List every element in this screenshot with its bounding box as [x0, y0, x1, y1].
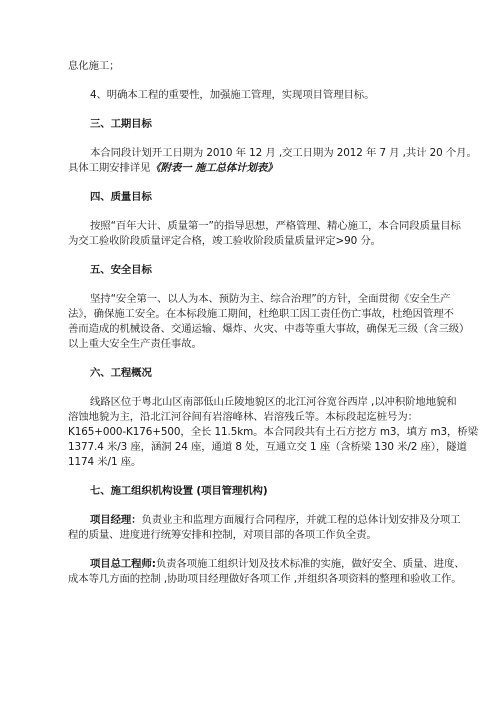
section-heading-organization: 七、施工组织机构设置 (项目管理机构) [90, 485, 268, 497]
text-span: 具体工期安排详见 [68, 162, 151, 174]
section-heading-quality: 四、质量目标 [90, 191, 152, 203]
appendix-reference: 《附表一 施工总体计划表》 [150, 162, 278, 174]
text-span: 负责各项施工组织计划及技术标准的实施，做好安全、质量、进度、 [155, 558, 465, 570]
section-heading-schedule: 三、工期目标 [90, 118, 152, 130]
text-line: 息化施工； [68, 60, 120, 72]
text-line: 溶蚀地貌为主，沿北江河谷间有岩溶峰林、岩溶残丘等。本标段起迄桩号为： [68, 411, 418, 423]
text-line [90, 557, 465, 571]
text-line: 按照“百年大计、质量第一”的指导思想，严格管理、精心施工，本合同段质量目标 [90, 220, 461, 232]
text-line: 1174 米/1 座。 [68, 456, 142, 468]
text-line [90, 513, 461, 527]
text-line: 程的质量、进度进行统筹安排和控制，对项目部的各项工作负全责。 [68, 529, 377, 541]
text-line: 善而造成的机械设备、交通运输、爆炸、火灾、中毒等重大事故，确保无三级（含三级） [68, 323, 470, 335]
text-line: 1377.4 米/3 座，涵洞 24 座，通道 8 处，互通立交 1 座（含桥梁 130 米/2 座），隧道 [68, 441, 467, 453]
text-line: 本合同段计划开工日期为 2010 年 12 月 ,交工日期为 2012 年 7 月 ,共计 20 个月。 [90, 147, 477, 159]
text-line: 4、明确本工程的重要性，加强施工管理，实现项目管理目标。 [90, 89, 375, 101]
text-line [68, 161, 446, 175]
role-label: 项目总工程师: [90, 558, 156, 570]
text-line: 坚持“安全第一、以人为本、预防为主、综合治理”的方针，全面贯彻《安全生产 [90, 293, 451, 305]
section-heading-overview: 六、工程概况 [90, 367, 152, 379]
text-line: 成本等几方面的控制 ,协助项目经理做好各项工作 ,并组织各项资料的整理和验收工作。 [68, 573, 462, 585]
role-label: 项目经理： [90, 514, 142, 526]
text-line: 为交工验收阶段质量评定合格，竣工验收阶段质量质量评定>90 分。 [68, 235, 381, 247]
section-heading-safety: 五、安全目标 [90, 264, 152, 276]
text-line: 法》，确保施工安全。在本标段施工期间，杜绝职工因工责任伤亡事故，杜绝因管理不 [68, 308, 454, 320]
text-line: 以上重大安全生产责任事故。 [68, 338, 202, 350]
text-line: 线路区位于粤北山区南部低山丘陵地貌区的北江河谷宽谷西岸 ,以冲积阶地地貌和 [90, 396, 457, 408]
text-line: K165+000-K176+500，全长 11.5km。本合同段共有土石方挖方 m3，填方 m3，桥梁 [68, 426, 478, 438]
text-span: 负责业主和监理方面履行合同程序，并就工程的总体计划安排及分项工 [141, 514, 461, 526]
